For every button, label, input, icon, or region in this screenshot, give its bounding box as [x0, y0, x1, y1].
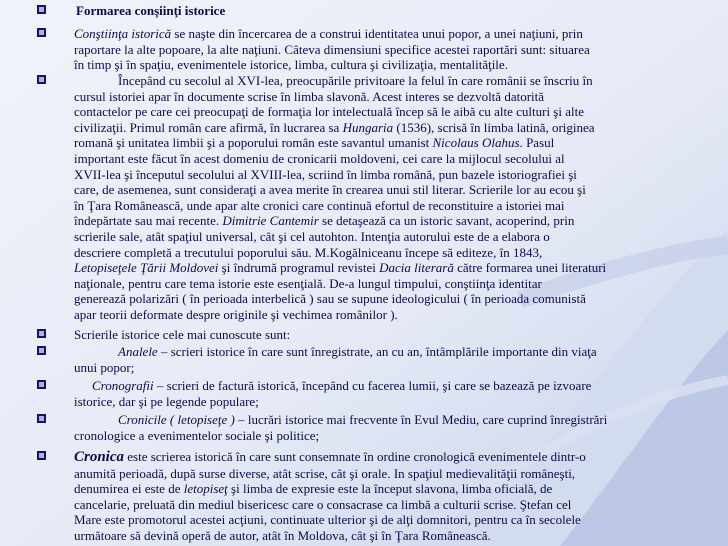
title-letopisete: Letopiseţele Ţării Moldovei [74, 260, 219, 276]
bullet-icon [36, 327, 52, 341]
paragraph-history [74, 73, 684, 323]
bullet-icon [36, 26, 52, 40]
text-line: Scrierile istorice cele mai cunoscute sunt: [74, 327, 291, 342]
text-line: romană şi unitatea limbii şi a poporului român este savantul umanist [74, 135, 433, 151]
text-line: . Pasul [519, 135, 555, 151]
section-title [76, 3, 686, 19]
text-line: scrierile sale, atât spaţiul universal, cât şi cel autohton. Intenţia autorului este de a elabora o [74, 228, 550, 244]
text-line: se detaşează ca un istoric savant, acoperind, prin [318, 213, 575, 229]
text-line: generează polarizări ( în perioada interbelică ) sau se supune ideologicului ( în perioada comunistă [74, 291, 586, 307]
text-line: (1536), scrisă în limba latină, originea [393, 119, 595, 135]
paragraph-cronica [74, 449, 684, 544]
text-line: XVII-lea şi începutul secolului al XVIII-lea, scriind în limba română, pun bazele istoriografiei şi [74, 166, 577, 182]
bullet-icon [36, 73, 52, 87]
text-line: este scrierea istorică în care sunt consemnate în ordine cronologică evenimentele dintr-o [124, 449, 586, 464]
text-line: şi limba de expresie este la început slavona, limba oficială, de [227, 481, 553, 497]
text-line: care, de asemenea, sunt consideraţi a avea merite în crearea unui stil literar. Scrierile lor au ecou şi [74, 182, 586, 198]
text-line: unui popor; [74, 359, 135, 375]
paragraph-cronicile [74, 412, 684, 443]
bullet-icon [36, 3, 52, 17]
name-olahus: Nicolaus Olahus [432, 135, 520, 151]
text-line: naţionale, pentru care tema istorie este esenţială. De-a lungul timpului, conştiinţa identitar [74, 275, 542, 291]
term-cronografii: Cronografii [92, 378, 154, 393]
paragraph-scrieri [74, 327, 684, 343]
name-cantemir: Dimitrie Cantemir [222, 213, 319, 229]
text-line: anumită perioadă, după surse diverse, atât scrise, cât şi orale. In spaţiul medievalităţii româneşti, [74, 465, 576, 481]
bullet-icon [36, 378, 52, 392]
text-line: – lucrări istorice mai frecvente în Evul Mediu, care cuprind înregistrări [234, 412, 608, 427]
title-dacia-literara: Dacia literară [379, 260, 454, 276]
term-constiinta: Conştiinţa istorică [74, 26, 172, 41]
text-line: cancelarie, preluată din mediul bisericesc care o consacrase ca limbă a culturii scrise. Ştefan cel [74, 496, 572, 512]
term-analele: Analele [118, 344, 158, 359]
text-line: – scrieri istorice în care sunt înregistrate, an cu an, întâmplările importante din viaţa [157, 344, 597, 359]
text-line: în timp şi în spaţiu, evenimentele istorice, limba, cultura şi civilizaţia, mentalităţile. [74, 57, 508, 73]
text-line: – scrieri de factură istorică, începând cu facerea lumii, şi care se bazează pe izvoare [153, 378, 592, 393]
text-line: contactelor pe care cei preocupaţi de formaţia lor intelectuală încep să le aibă cu alte culturi şi alte [74, 104, 584, 120]
text-line: în Ţara Românească, unde apar alte cronici care continuă efortul de reconstituire a istoriei mai [74, 197, 565, 213]
text-line: cursul istoriei apar în documente scrise în limba slavonă. Acest interes se dezvoltă datorită [74, 88, 545, 104]
text-line: istorice, dar şi pe legende populare; [74, 393, 259, 409]
title-text: Formarea conşiinţi istorice [76, 3, 226, 18]
bullet-icon [36, 344, 52, 358]
text-line: către formarea unei literaturi [453, 260, 607, 276]
term-cronicile: Cronicile ( letopiseţe ) [118, 412, 235, 427]
text-line: important este făcut în acest domeniu de cronicarii moldoveni, cei care la mijlocul secolului al [74, 150, 565, 166]
text-line: cronologice a evenimentelor sociale şi politice; [74, 427, 320, 443]
bullet-icon [36, 412, 52, 426]
text-line: Începând cu secolul al XVI-lea, preocupările privitoare la felul în care românii se înscriu în [118, 73, 593, 88]
text-line: raportare la alte popoare, la alte naţiuni. Câteva dimensiuni specifice acestei raportări sunt: situarea [74, 41, 590, 57]
text-line: se naşte din încercarea de a construi identitatea unui popor, a unei naţiuni, prin [171, 26, 583, 41]
text-line: denumirea ei este de [74, 481, 184, 497]
paragraph-analele [74, 344, 684, 375]
term-letopiset: letopiseţ [183, 481, 228, 497]
text-line: şi îndrumă programul revistei [218, 260, 380, 276]
text-line: îndepărtate sau mai recente. [74, 213, 223, 229]
text-line: apar teorii deformate despre originile şi vechimea românilor ). [74, 306, 398, 322]
text-line: următoare să devină operă de autor, atât în Moldova, cât şi în Ţara Românească. [74, 527, 491, 543]
bullet-icon [36, 449, 52, 463]
title-hungaria: Hungaria [342, 119, 394, 135]
paragraph-constiinta [74, 26, 684, 73]
text-line: civilizaţii. Primul român care afirmă, în lucrarea sa [74, 119, 343, 135]
term-cronica: Cronica [74, 449, 125, 465]
text-line: descriere completă a trecutului poporului său. M.Kogălniceanu începe să editeze, în 1843, [74, 244, 543, 260]
text-line: Mare este promotorul acestei acţiuni, continuate ulterior şi de alţi domnitori, pentru ca în secolele [74, 512, 581, 528]
paragraph-cronografii [74, 378, 684, 409]
